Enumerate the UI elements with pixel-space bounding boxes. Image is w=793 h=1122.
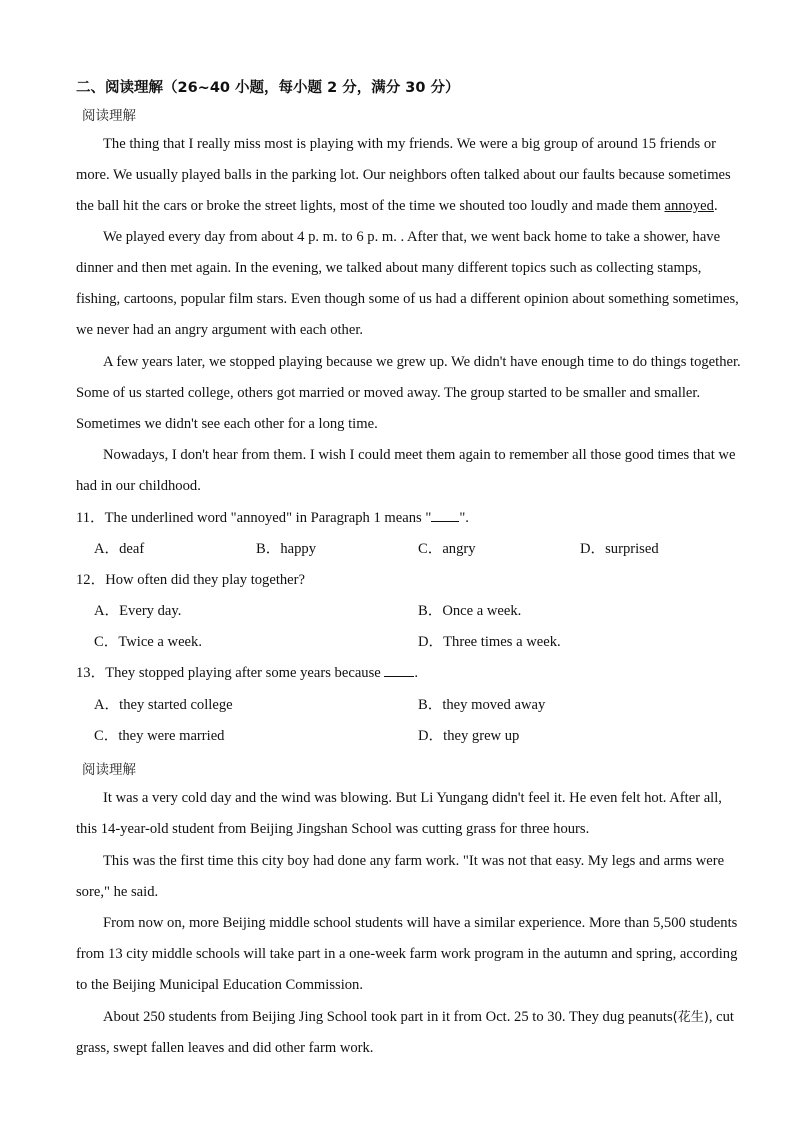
option-11-a: A．deaf: [94, 541, 145, 557]
p3-line: From now on, more Beijing middle school students will have a similar experience. More than 5,500 students: [103, 915, 738, 931]
option-12-a: A．Every day.: [94, 603, 182, 619]
question-11-stem: 11．The underlined word "annoyed" in Paragraph 1 means " ".: [76, 510, 469, 526]
section-heading: 二、阅读理解（26~40 小题，每小题 2 分，满分 30 分）: [76, 80, 460, 96]
p3-line: Some of us started college, others got married or moved away. The group started to be smaller and smaller.: [76, 385, 701, 401]
p2-line: sore," he said.: [76, 884, 159, 900]
option-11-c: C．angry: [418, 541, 476, 557]
option-13-c: C．they were married: [94, 728, 225, 744]
answer-blank: [384, 664, 414, 677]
p3-line: to the Beijing Municipal Education Commission.: [76, 977, 363, 993]
p2-line: dinner and then met again. In the evening, we talked about many different topics such as collecting stamps,: [76, 260, 702, 276]
option-13-a: A．they started college: [94, 697, 233, 713]
reading-label-1: 阅读理解: [82, 108, 136, 124]
option-11-b: B．happy: [256, 541, 316, 557]
option-13-d: D．they grew up: [418, 728, 520, 744]
p2-line: We played every day from about 4 p. m. to 6 p. m. . After that, we went back home to take a shower, have: [103, 229, 721, 245]
p1-line: this 14-year-old student from Beijing Jingshan School was cutting grass for three hours.: [76, 821, 590, 837]
answer-blank: [431, 509, 459, 522]
option-12-c: C．Twice a week.: [94, 634, 202, 650]
p4-line: About 250 students from Beijing Jing School took part in it from Oct. 25 to 30. They dug peanuts(花生), cut: [103, 1009, 734, 1025]
p4-line: Nowadays, I don't hear from them. I wish I could meet them again to remember all those good times that we: [103, 447, 736, 463]
p3-line: Sometimes we didn't see each other for a long time.: [76, 416, 378, 432]
p2-line: fishing, cartoons, popular film stars. Even though some of us had a different opinion about something sometimes,: [76, 291, 739, 307]
p3-line: A few years later, we stopped playing because we grew up. We didn't have enough time to do things together.: [103, 354, 741, 370]
option-12-d: D．Three times a week.: [418, 634, 561, 650]
p4-line: grass, swept fallen leaves and did other farm work.: [76, 1040, 374, 1056]
p2-line: we never had an angry argument with each other.: [76, 322, 364, 338]
p3-line: from 13 city middle schools will take part in a one-week farm work program in the autumn and spring, according: [76, 946, 738, 962]
question-12-stem: 12．How often did they play together?: [76, 572, 305, 588]
p1-line: more. We usually played balls in the parking lot. Our neighbors often talked about our faults because sometimes: [76, 167, 731, 183]
option-13-b: B．they moved away: [418, 697, 546, 713]
p2-line: This was the first time this city boy had done any farm work. "It was not that easy. My legs and arms were: [103, 853, 725, 869]
option-11-d: D．surprised: [580, 541, 659, 557]
question-13-stem: 13．They stopped playing after some years because .: [76, 665, 419, 681]
p1-line: The thing that I really miss most is playing with my friends. We were a big group of around 15 friends or: [103, 136, 716, 152]
underlined-word: annoyed: [664, 198, 714, 214]
reading-label-2: 阅读理解: [82, 762, 136, 778]
p4-line: had in our childhood.: [76, 478, 201, 494]
p1-line: It was a very cold day and the wind was blowing. But Li Yungang didn't feel it. He even felt hot. After all,: [103, 790, 722, 806]
option-12-b: B．Once a week.: [418, 603, 522, 619]
p1-line: the ball hit the cars or broke the street lights, most of the time we shouted too loudly and made them annoyed.: [76, 198, 718, 214]
